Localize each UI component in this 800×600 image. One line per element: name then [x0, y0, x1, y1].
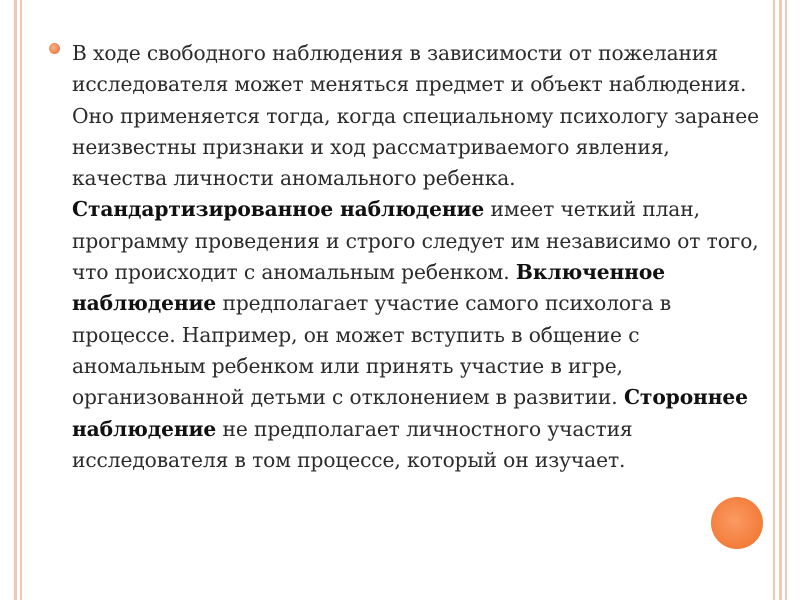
term-included-observation: Включенное наблюдение	[72, 260, 665, 316]
text-segment-3: предполагает участие самого психолога в процессе. Например, он может вступить в общение с аномальным ребенком или принять участие в игре, организованной детьми с отклонением в развитии.	[72, 291, 671, 410]
right-frame-line	[779, 0, 782, 600]
right-frame-line-inner	[773, 0, 775, 600]
left-frame-line	[14, 0, 17, 600]
decorative-circle	[711, 497, 763, 549]
left-frame-line-inner	[20, 0, 22, 600]
text-segment-2: имеет четкий план, программу проведения и строго следует им независимо от того, что происходит с аномальным ребенком.	[72, 197, 759, 285]
text-segment-4: не предполагает личностного участия исследователя в том процессе, который он изучает.	[72, 416, 633, 472]
right-frame-line-outer	[785, 0, 787, 600]
term-external-observation: Стороннее наблюдение	[72, 385, 748, 441]
text-segment-1: В ходе свободного наблюдения в зависимости от пожелания исследователя может меняться предмет и объект наблюдения. Оно применяется тогда, когда специальному психологу заранее неизвестны признаки и ход рассматриваемого явления, качества личности аномального ребенка.	[72, 41, 759, 191]
term-standardized-observation: Стандартизированное наблюдение	[72, 197, 485, 222]
body-paragraph	[72, 38, 762, 476]
bullet-icon	[49, 43, 60, 54]
